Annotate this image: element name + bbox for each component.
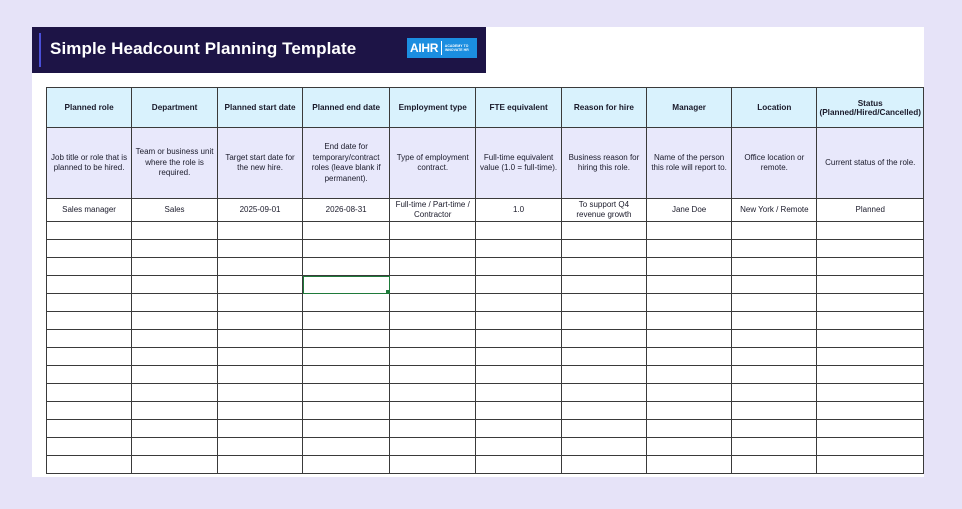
- table-row-cell[interactable]: [561, 366, 646, 384]
- table-row-cell[interactable]: [647, 438, 732, 456]
- column-header-row-cell[interactable]: Manager: [647, 88, 732, 128]
- table-row-cell[interactable]: [561, 438, 646, 456]
- table-row-cell[interactable]: [476, 348, 562, 366]
- table-row-cell[interactable]: [217, 384, 302, 402]
- table-row-cell[interactable]: [303, 384, 390, 402]
- table-row: [47, 438, 924, 456]
- table-row-cell[interactable]: [817, 240, 924, 258]
- column-header-row-cell[interactable]: FTE equivalent: [476, 88, 562, 128]
- table-row-cell[interactable]: [390, 402, 476, 420]
- table-row-cell[interactable]: [732, 456, 817, 474]
- table-row-cell[interactable]: [132, 330, 218, 348]
- table-row-cell[interactable]: [561, 294, 646, 312]
- example-row-cell[interactable]: 2026-08-31: [303, 199, 390, 222]
- table-row: [47, 402, 924, 420]
- table-row-cell[interactable]: [217, 240, 302, 258]
- table-row-cell[interactable]: [303, 438, 390, 456]
- table-row-cell[interactable]: [732, 222, 817, 240]
- table-row-cell[interactable]: [132, 240, 218, 258]
- table-row-cell[interactable]: [817, 384, 924, 402]
- table-row-cell[interactable]: [732, 366, 817, 384]
- table-row-cell[interactable]: [303, 222, 390, 240]
- table-row-cell[interactable]: [561, 312, 646, 330]
- table-row-cell[interactable]: [561, 456, 646, 474]
- description-row-cell[interactable]: Job title or role that is planned to be hired.: [47, 128, 132, 199]
- table-row-cell[interactable]: [817, 402, 924, 420]
- description-row-cell[interactable]: Business reason for hiring this role.: [561, 128, 646, 199]
- table-row-cell[interactable]: [817, 366, 924, 384]
- table-row-cell[interactable]: [817, 222, 924, 240]
- fill-handle[interactable]: [385, 289, 390, 294]
- table-row-cell[interactable]: [817, 276, 924, 294]
- table-row-cell[interactable]: [732, 420, 817, 438]
- description-row-cell[interactable]: Type of employment contract.: [390, 128, 476, 199]
- table-row-cell[interactable]: [132, 276, 218, 294]
- table-row-cell[interactable]: [817, 420, 924, 438]
- table-row-cell[interactable]: [817, 456, 924, 474]
- table-row-cell[interactable]: [390, 258, 476, 276]
- table-row-cell[interactable]: [732, 438, 817, 456]
- table-row: [47, 222, 924, 240]
- table-row-cell[interactable]: [303, 456, 390, 474]
- page-title: Simple Headcount Planning Template: [50, 39, 357, 58]
- example-row: [47, 199, 924, 222]
- table-row-cell[interactable]: [132, 312, 218, 330]
- table-row-cell[interactable]: [303, 240, 390, 258]
- table-row-cell[interactable]: [561, 330, 646, 348]
- table-row-cell[interactable]: [217, 438, 302, 456]
- table-row-cell[interactable]: [47, 438, 132, 456]
- table-row-cell[interactable]: [817, 294, 924, 312]
- table-row-cell[interactable]: [476, 294, 562, 312]
- table-row-cell[interactable]: [732, 294, 817, 312]
- example-row-cell[interactable]: New York / Remote: [732, 199, 817, 222]
- table-row: [47, 384, 924, 402]
- table-row-cell[interactable]: [132, 420, 218, 438]
- table-row-cell[interactable]: [303, 402, 390, 420]
- table-row-cell[interactable]: [732, 276, 817, 294]
- example-row-cell[interactable]: 1.0: [476, 199, 562, 222]
- table-row-cell[interactable]: [476, 366, 562, 384]
- table-row-cell[interactable]: [817, 348, 924, 366]
- table-row-cell[interactable]: [561, 222, 646, 240]
- column-header-row-cell[interactable]: Reason for hire: [561, 88, 646, 128]
- table-row: [47, 312, 924, 330]
- table-row: [47, 240, 924, 258]
- table-row-cell[interactable]: [561, 420, 646, 438]
- column-header-row-cell[interactable]: Employment type: [390, 88, 476, 128]
- table-row-cell[interactable]: [647, 258, 732, 276]
- table-row-cell[interactable]: [217, 312, 302, 330]
- table-row-cell[interactable]: [47, 420, 132, 438]
- table-row-cell[interactable]: [817, 258, 924, 276]
- table-row-cell[interactable]: [817, 330, 924, 348]
- table-row-cell[interactable]: [390, 294, 476, 312]
- table-row-cell[interactable]: [476, 402, 562, 420]
- table-row-cell[interactable]: [47, 348, 132, 366]
- table-row-cell[interactable]: [217, 276, 302, 294]
- table-row-cell[interactable]: [476, 312, 562, 330]
- table-row-cell[interactable]: [132, 222, 218, 240]
- column-header-row-cell[interactable]: Department: [132, 88, 218, 128]
- table-row-cell[interactable]: [647, 348, 732, 366]
- table-row-cell[interactable]: [647, 366, 732, 384]
- table-row-cell[interactable]: [47, 456, 132, 474]
- table-row-cell[interactable]: [47, 330, 132, 348]
- table-row-cell[interactable]: [390, 456, 476, 474]
- description-row-cell[interactable]: Office location or remote.: [732, 128, 817, 199]
- table-row-cell[interactable]: [476, 258, 562, 276]
- column-header-row-cell[interactable]: Planned role: [47, 88, 132, 128]
- table-row-cell[interactable]: [647, 330, 732, 348]
- description-row-cell[interactable]: Target start date for the new hire.: [217, 128, 302, 199]
- table-row-cell[interactable]: [217, 330, 302, 348]
- table-row: [47, 330, 924, 348]
- table-row: [47, 456, 924, 474]
- spreadsheet-sheet: [32, 27, 924, 477]
- table-row-cell[interactable]: [132, 366, 218, 384]
- table-row-cell[interactable]: [132, 384, 218, 402]
- table-row-cell[interactable]: [217, 456, 302, 474]
- table-row-cell[interactable]: [217, 366, 302, 384]
- description-row-cell[interactable]: End date for temporary/contract roles (leave blank if permanent).: [303, 128, 390, 199]
- table-row-cell[interactable]: [217, 420, 302, 438]
- selected-cell[interactable]: [303, 276, 390, 294]
- table-row-cell[interactable]: [390, 438, 476, 456]
- table-row-cell[interactable]: [303, 312, 390, 330]
- table-row-cell[interactable]: [47, 312, 132, 330]
- table-row-cell[interactable]: [647, 384, 732, 402]
- headcount-table: [46, 87, 924, 474]
- table-row-cell[interactable]: [647, 294, 732, 312]
- table-row-cell[interactable]: [476, 222, 562, 240]
- table-row-cell[interactable]: [132, 294, 218, 312]
- example-row-cell[interactable]: Sales: [132, 199, 218, 222]
- table-row-cell[interactable]: [390, 240, 476, 258]
- column-header-row-cell[interactable]: Planned end date: [303, 88, 390, 128]
- table-row-cell[interactable]: [390, 366, 476, 384]
- aihr-logo: [407, 38, 477, 58]
- table-row-cell[interactable]: [817, 312, 924, 330]
- table-row-cell[interactable]: [476, 384, 562, 402]
- table-row-cell[interactable]: [303, 348, 390, 366]
- table-row-cell[interactable]: [390, 276, 476, 294]
- example-row-cell[interactable]: Full-time / Part-time / Contractor: [390, 199, 476, 222]
- table-row-cell[interactable]: [303, 258, 390, 276]
- table-row-cell[interactable]: [561, 276, 646, 294]
- table-row-cell[interactable]: [47, 366, 132, 384]
- table-row-cell[interactable]: [476, 276, 562, 294]
- table-row-cell[interactable]: [390, 222, 476, 240]
- table-row-cell[interactable]: [303, 294, 390, 312]
- table-row-cell[interactable]: [476, 330, 562, 348]
- column-header-row-cell[interactable]: Status (Planned/Hired/Cancelled): [817, 88, 924, 128]
- table-row-cell[interactable]: [132, 402, 218, 420]
- table-row-cell[interactable]: [217, 402, 302, 420]
- table-row-cell[interactable]: [561, 240, 646, 258]
- table-row-cell[interactable]: [47, 384, 132, 402]
- table-row: [47, 366, 924, 384]
- table-row-cell[interactable]: [47, 222, 132, 240]
- table-row: [47, 420, 924, 438]
- table-row-cell[interactable]: [217, 348, 302, 366]
- table-row-cell[interactable]: [47, 276, 132, 294]
- table-row-cell[interactable]: [390, 420, 476, 438]
- table-row-cell[interactable]: [647, 402, 732, 420]
- logo-tagline: ACADEMY TO INNOVATE HR: [444, 44, 469, 52]
- example-row-cell[interactable]: Jane Doe: [647, 199, 732, 222]
- description-row-cell[interactable]: Full-time equivalent value (1.0 = full-time).: [476, 128, 562, 199]
- description-row-cell[interactable]: Team or business unit where the role is required.: [132, 128, 218, 199]
- table-row-cell[interactable]: [561, 258, 646, 276]
- example-row-cell[interactable]: 2025-09-01: [217, 199, 302, 222]
- table-row-cell[interactable]: [732, 330, 817, 348]
- table-row: [47, 258, 924, 276]
- description-row: [47, 128, 924, 199]
- example-row-cell[interactable]: Sales manager: [47, 199, 132, 222]
- table-row-cell[interactable]: [217, 258, 302, 276]
- table-row-cell[interactable]: [647, 222, 732, 240]
- table-row-cell[interactable]: [476, 438, 562, 456]
- logo-divider: [441, 41, 442, 55]
- table-row-cell[interactable]: [217, 222, 302, 240]
- table-row-cell[interactable]: [476, 420, 562, 438]
- description-row-cell[interactable]: Current status of the role.: [817, 128, 924, 199]
- column-header-row: [47, 88, 924, 128]
- table-row-cell[interactable]: [47, 294, 132, 312]
- table-row: [47, 294, 924, 312]
- table-row-cell[interactable]: [47, 402, 132, 420]
- table-row-cell[interactable]: [732, 402, 817, 420]
- table-row-cell[interactable]: [303, 366, 390, 384]
- table-row-cell[interactable]: [476, 240, 562, 258]
- banner-accent-bar: [39, 33, 41, 67]
- table-row-cell[interactable]: [47, 258, 132, 276]
- table-row-cell[interactable]: [647, 312, 732, 330]
- column-header-row-cell[interactable]: Planned start date: [217, 88, 302, 128]
- table-row-cell[interactable]: [817, 438, 924, 456]
- example-row-cell[interactable]: Planned: [817, 199, 924, 222]
- table-row-cell[interactable]: [390, 348, 476, 366]
- table-row-cell[interactable]: [476, 456, 562, 474]
- table-row-cell[interactable]: [303, 420, 390, 438]
- table-row-cell[interactable]: [132, 348, 218, 366]
- table-row-cell[interactable]: [390, 384, 476, 402]
- table-row-cell[interactable]: [732, 258, 817, 276]
- column-header-row-cell[interactable]: Location: [732, 88, 817, 128]
- description-row-cell[interactable]: Name of the person this role will report to.: [647, 128, 732, 199]
- table-row-cell[interactable]: [132, 456, 218, 474]
- table-row-cell[interactable]: [647, 240, 732, 258]
- table-row-cell[interactable]: [732, 348, 817, 366]
- title-banner: [32, 27, 486, 73]
- table-row-cell[interactable]: [561, 384, 646, 402]
- table-row-cell[interactable]: [732, 240, 817, 258]
- table-row-cell[interactable]: [132, 438, 218, 456]
- table-row-cell[interactable]: [647, 456, 732, 474]
- table-row: [47, 276, 924, 294]
- table-row-cell[interactable]: [647, 276, 732, 294]
- table-row-cell[interactable]: [132, 258, 218, 276]
- logo-wordmark: AIHR: [410, 41, 439, 55]
- table-row-cell[interactable]: [732, 384, 817, 402]
- table-row-cell[interactable]: [303, 330, 390, 348]
- table-row-cell[interactable]: [47, 240, 132, 258]
- table-row-cell[interactable]: [647, 420, 732, 438]
- table-row: [47, 348, 924, 366]
- table-row-cell[interactable]: [561, 402, 646, 420]
- table-row-cell[interactable]: [561, 348, 646, 366]
- table-row-cell[interactable]: [732, 312, 817, 330]
- table-row-cell[interactable]: [217, 294, 302, 312]
- table-row-cell[interactable]: [390, 330, 476, 348]
- table-row-cell[interactable]: [390, 312, 476, 330]
- example-row-cell[interactable]: To support Q4 revenue growth: [561, 199, 646, 222]
